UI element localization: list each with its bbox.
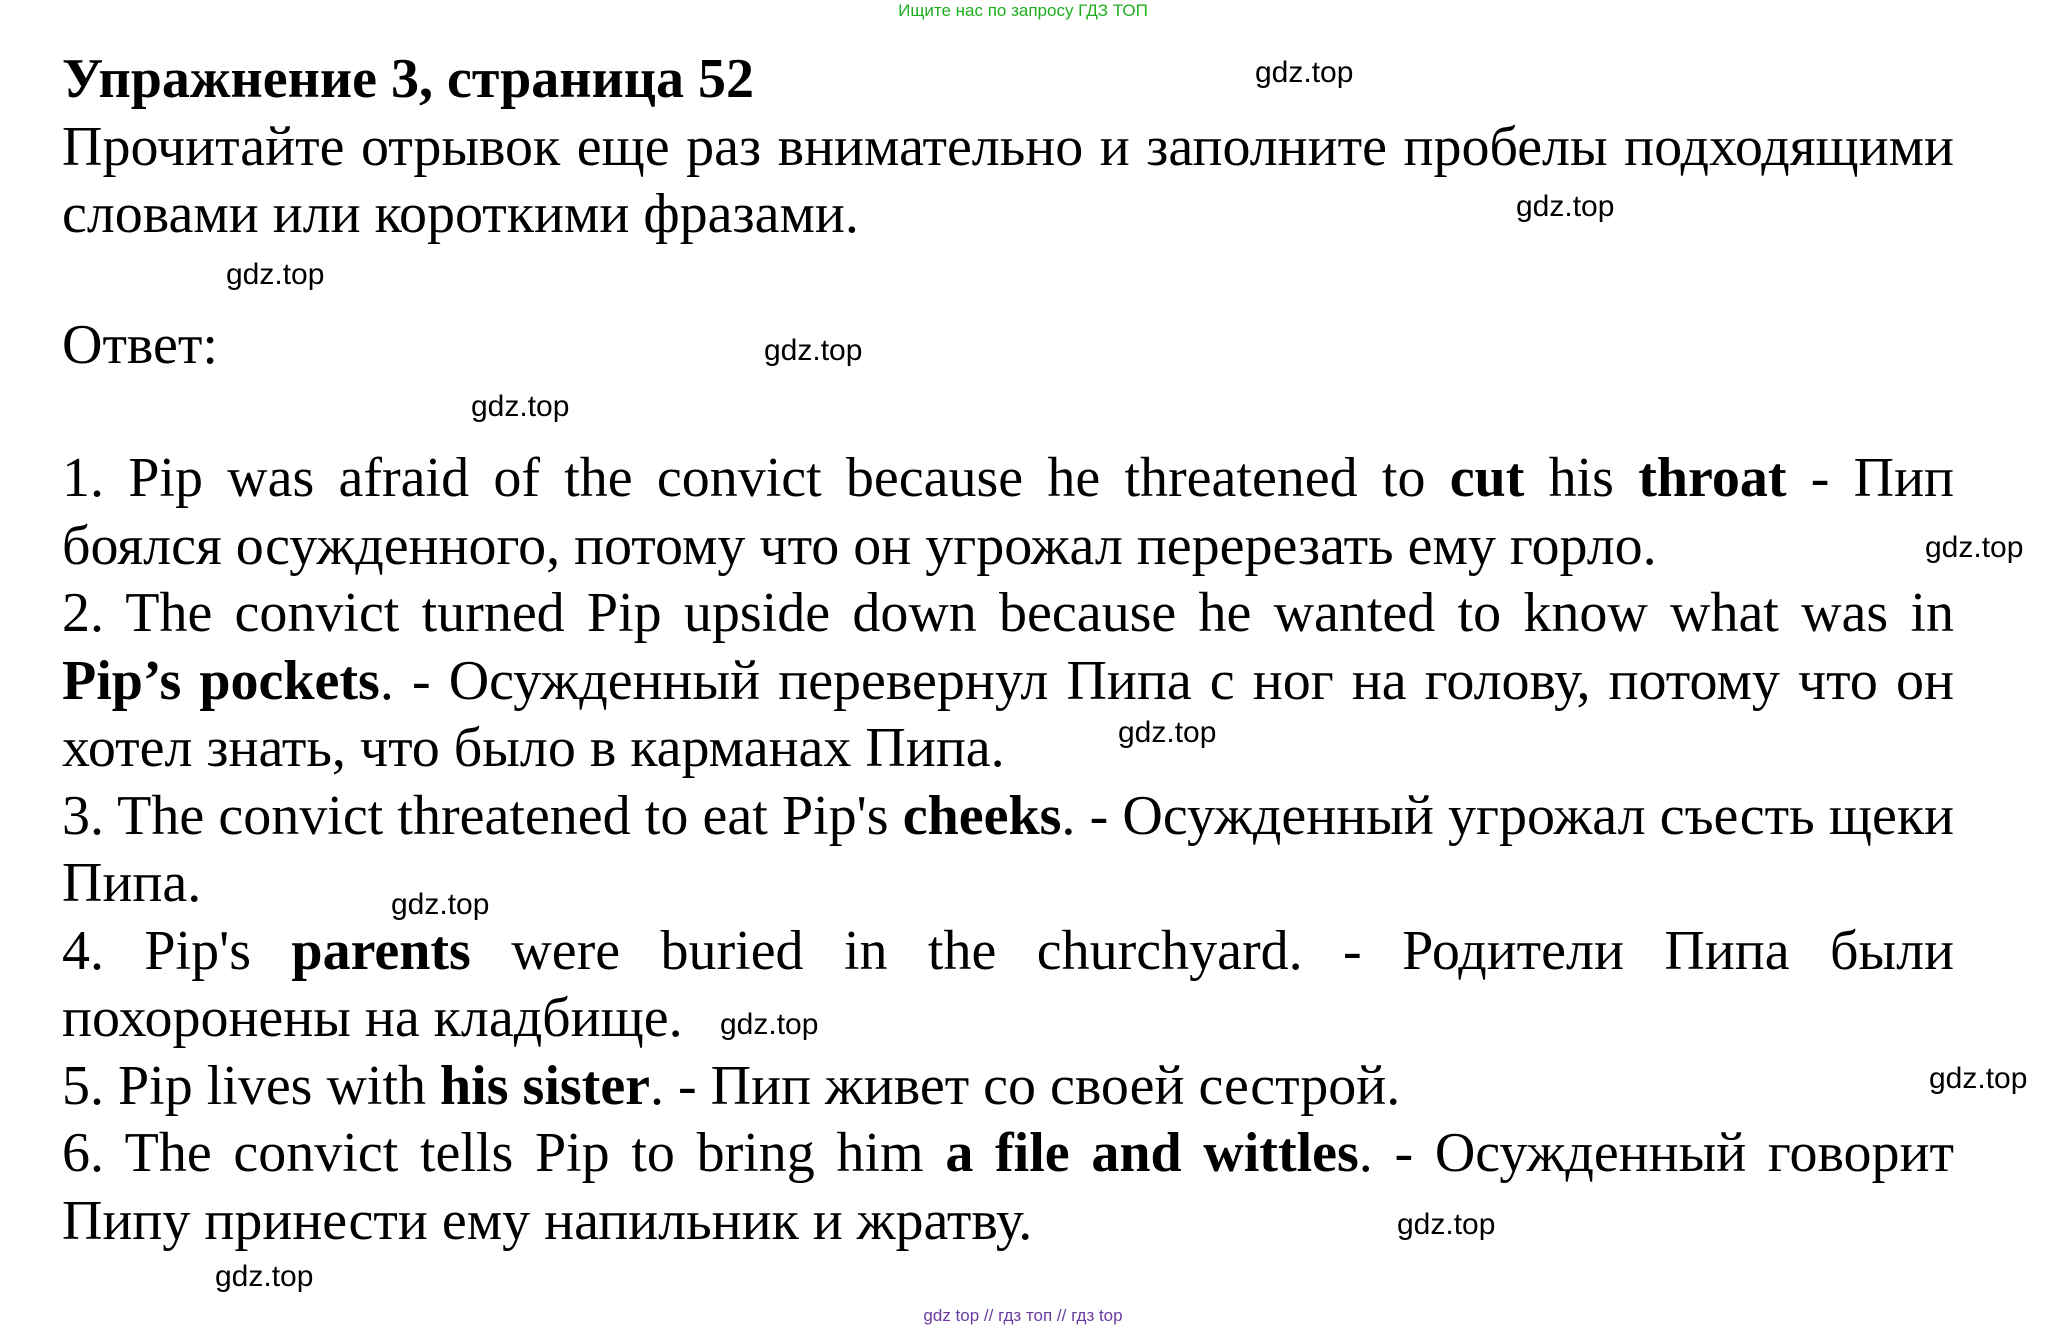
exercise-title: Упражнение 3, страница 52 (62, 48, 755, 110)
answer-item-4 (62, 918, 1954, 1053)
answer-item-6 (62, 1120, 1954, 1255)
watermark: gdz.top (1516, 190, 1615, 223)
answer-bold: cut (1449, 447, 1525, 509)
search-hint: Ищите нас по запросу ГДЗ ТОП (898, 1, 1148, 20)
answer-bold: parents (291, 919, 471, 982)
answer-text: were buried in the churchyard. - Родители Пипа были похоронены на кладбище. (62, 919, 1955, 1049)
answer-list (62, 445, 1954, 1255)
answer-bold: cheeks (902, 784, 1062, 847)
watermark: gdz.top (226, 258, 325, 291)
answer-text: 5. Pip lives with (62, 1054, 441, 1117)
watermark: gdz.top (391, 888, 490, 921)
answer-text: - Пип боялся осужденного, потому что он угрожал перерезать ему горло. (62, 447, 1955, 577)
answer-bold: a file and wittles (945, 1122, 1359, 1184)
answer-text: . - Осужденный говорит Пипу принести ему напильник и жратву. (62, 1122, 1954, 1252)
exercise-block (62, 44, 1954, 248)
watermark: gdz.top (1925, 531, 2024, 564)
watermark: gdz.top (720, 1008, 819, 1041)
answer-item-5 (62, 1053, 1954, 1121)
answer-text: . - Осужденный перевернул Пипа с ног на голову, потому что он хотел знать, что было в карманах Пипа. (62, 649, 1955, 779)
answer-text: 4. Pip's (62, 919, 292, 982)
answer-text: . - Пип живет со своей сестрой. (650, 1054, 1401, 1117)
answer-text: his (1524, 447, 1639, 509)
watermark: gdz.top (471, 390, 570, 423)
answer-text: 2. The convict turned Pip upside down because he wanted to know what was in (62, 582, 1954, 644)
answer-text: 1. Pip was afraid of the convict because he threatened to (62, 447, 1450, 509)
watermark: gdz.top (1118, 716, 1217, 749)
answer-item-3 (62, 783, 1954, 918)
watermark: gdz.top (1929, 1062, 2028, 1095)
watermark: gdz.top (1255, 56, 1354, 89)
exercise-instruction: Прочитайте отрывок еще раз внимательно и заполните пробелы подходящими словами или короткими фразами. (62, 116, 1954, 245)
answer-bold: his sister (440, 1054, 651, 1117)
answer-label: Ответ: (62, 314, 218, 376)
answer-text: 3. The convict threatened to eat Pip's (62, 784, 903, 847)
watermark: gdz.top (764, 334, 863, 367)
answer-item-2 (62, 580, 1954, 783)
answer-text: 6. The convict tells Pip to bring him (62, 1122, 946, 1184)
answer-item-1 (62, 445, 1954, 580)
watermark: gdz.top (215, 1260, 314, 1293)
answer-bold: Pip’s pockets (62, 649, 380, 712)
answer-bold: throat (1638, 447, 1787, 509)
answer-text: . - Осужденный угрожал съесть щеки Пипа. (62, 784, 1954, 914)
footer-note: gdz top // гдз топ // гдз top (923, 1306, 1123, 1325)
watermark: gdz.top (1397, 1208, 1496, 1241)
